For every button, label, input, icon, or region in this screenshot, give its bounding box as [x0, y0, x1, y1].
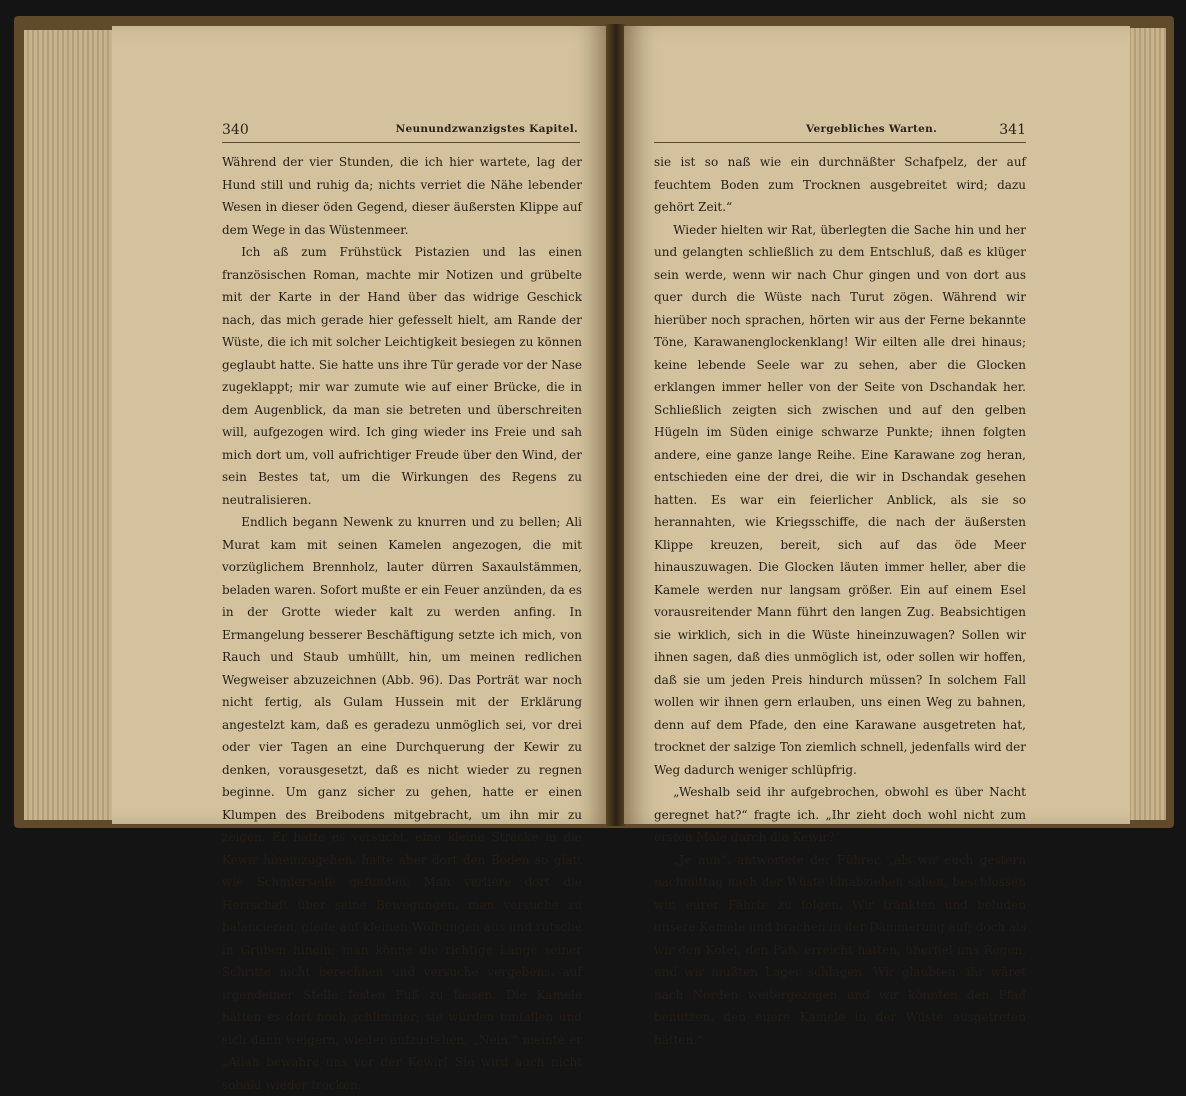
page-number: 340 — [222, 122, 249, 138]
book-gutter — [606, 24, 626, 826]
page-edges-right — [1126, 28, 1166, 820]
paragraph: Während der vier Stunden, die ich hier wartete, lag der Hund still und ruhig da; nichts verriet die Nähe lebender Wesen in dieser öden Gegend, dieser äußersten Klippe auf dem Wege in das Wüstenmeer. — [222, 155, 582, 237]
header-rule — [222, 142, 580, 143]
running-head: Vergebliches Warten. — [806, 123, 938, 135]
paragraph: Ich aß zum Frühstück Pistazien und las einen französischen Roman, machte mir Notizen und grübelte mit der Karte in der Hand über das widrige Geschick nach, das mich gerade hier gefesselt hielt, am Rande der Wüste, die ich mit solcher Leichtigkeit besiegen zu können geglaubt hatte. Sie hatte uns ihre Tür gerade vor der Nase zugeklappt; mir war zumute wie auf einer Brücke, die in dem Augenblick, da man sie betreten und überschreiten will, aufgezogen wird. Ich ging wieder ins Freie und sah mich dort um, voll aufrichtiger Freude über den Wind, der sein Bestes tat, um die Wirkungen des Regens zu neutralisieren. — [222, 245, 582, 507]
paragraph: sie ist so naß wie ein durchnäßter Schafpelz, der auf feuchtem Boden zum Trocknen ausgebreitet wird; dazu gehört Zeit.“ — [654, 155, 1026, 214]
paragraph: „Je nun“, antwortete der Führer, „als wir euch gestern nachmittag nach der Wüste hinabziehen sahen, beschlossen wir, eurer Fährte zu folgen. Wir tränkten und beluden unsere Kamele und brachen in der Dämmerung auf; doch als wir den Kotel, den Paß, erreicht hatten, überfiel uns Regen, und wir mußten Lager schlagen. Wir glaubten, ihr wäret nach Norden weitergezogen und wir könnten den Pfad benutzen, den euere Kamele in der Wüste ausgetreten hätten.“ — [654, 852, 1026, 1047]
running-head: Neunundzwanzigstes Kapitel. — [395, 123, 578, 135]
page-number: 341 — [999, 122, 1026, 138]
left-page-body — [222, 151, 582, 1096]
left-page — [112, 26, 608, 1092]
right-page-body — [654, 151, 1026, 1051]
right-page — [624, 26, 1130, 1047]
paragraph: „Weshalb seid ihr aufgebrochen, obwohl es über Nacht geregnet hat?“ fragte ich. „Ihr zieht doch wohl nicht zum ersten Male durch die Kewir?“ — [654, 785, 1026, 844]
page-edges-left — [24, 30, 120, 820]
header-rule — [654, 142, 1026, 143]
right-page-header — [654, 122, 1026, 142]
left-page-header — [222, 122, 580, 142]
paragraph: Wieder hielten wir Rat, überlegten die Sache hin und her und gelangten schließlich zu dem Entschluß, daß es klüger sein werde, wenn wir nach Chur gingen und von dort aus quer durch die Wüste nach Turut zögen. Während wir hierüber noch sprachen, hörten wir aus der Ferne bekannte Töne, Karawanenglockenklang! Wir eilten alle drei hinaus; keine lebende Seele war zu sehen, aber die Glocken erklangen immer heller von der Seite von Dschandak her. Schließlich zeigten sich zwischen und auf den gelben Hügeln im Süden einige schwarze Punkte; ihnen folgten andere, eine ganze lange Reihe. Eine Karawane zog heran, entschieden eine der drei, die wir in Dschandak gesehen hatten. Es war ein feierlicher Anblick, als sie so herannahten, wie Kriegsschiffe, die nach der äußersten Klippe kreuzen, bereit, sich auf das öde Meer hinauszuwagen. Die Glocken läuten immer heller, aber die Kamele werden nur langsam größer. Ein auf einem Esel vorausreitender Mann führt den langen Zug. Beabsichtigen sie wirklich, sich in die Wüste hineinzuwagen? Sollen wir ihnen sagen, daß dies unmöglich ist, oder sollen wir hoffen, daß sie um jeden Preis hindurch müssen? In solchem Fall wollen wir ihnen gern erlauben, uns einen Weg zu bahnen, denn auf dem Pfade, den eine Karawane ausgetreten hat, trocknet der salzige Ton ziemlich schnell, jedenfalls wird der Weg dadurch weniger schlüpfrig. — [654, 222, 1026, 777]
paragraph: Endlich begann Newenk zu knurren und zu bellen; Ali Murat kam mit seinen Kamelen angezogen, die mit vorzüglichem Brennholz, lauter dürren Saxaulstämmen, beladen waren. Sofort mußte er ein Feuer anzünden, da es in der Grotte wieder kalt zu werden anfing. In Ermangelung besserer Beschäftigung setzte ich mich, von Rauch und Staub umhüllt, hin, um meinen redlichen Wegweiser abzuzeichnen (Abb. 96). Das Porträt war noch nicht fertig, als Gulam Hussein mit der Erklärung angestelzt kam, daß es geradezu unmöglich sei, vor drei oder vier Tagen an eine Durchquerung der Kewir zu denken, vorausgesetzt, daß es nicht wieder zu regnen beginne. Um ganz sicher zu gehen, hatte er einen Klumpen des Breibodens mitgebracht, um ihn mir zu zeigen. Er hatte es versucht, eine kleine Strecke in die Kewir hineinzugehen, hatte aber dort den Boden so glatt wie Schmierseife gefunden. Man verliere dort die Herrschaft über seine Bewegungen, man versuche zu balancieren, gleite auf kleinen Wölbungen aus und rutsche in Gruben hinein; man könne die richtige Länge seiner Schritte nicht berechnen und versuche vergebens, auf irgendeiner Stelle festen Fuß zu fassen. Die Kamele hätten es dort noch schlimmer; sie würden umfallen und sich dann weigern, wieder aufzustehen. „Nein,“ meinte er „Allah bewahre uns vor der Kewir! Sie wird auch nicht sobald wieder trocken; — [222, 515, 582, 1092]
